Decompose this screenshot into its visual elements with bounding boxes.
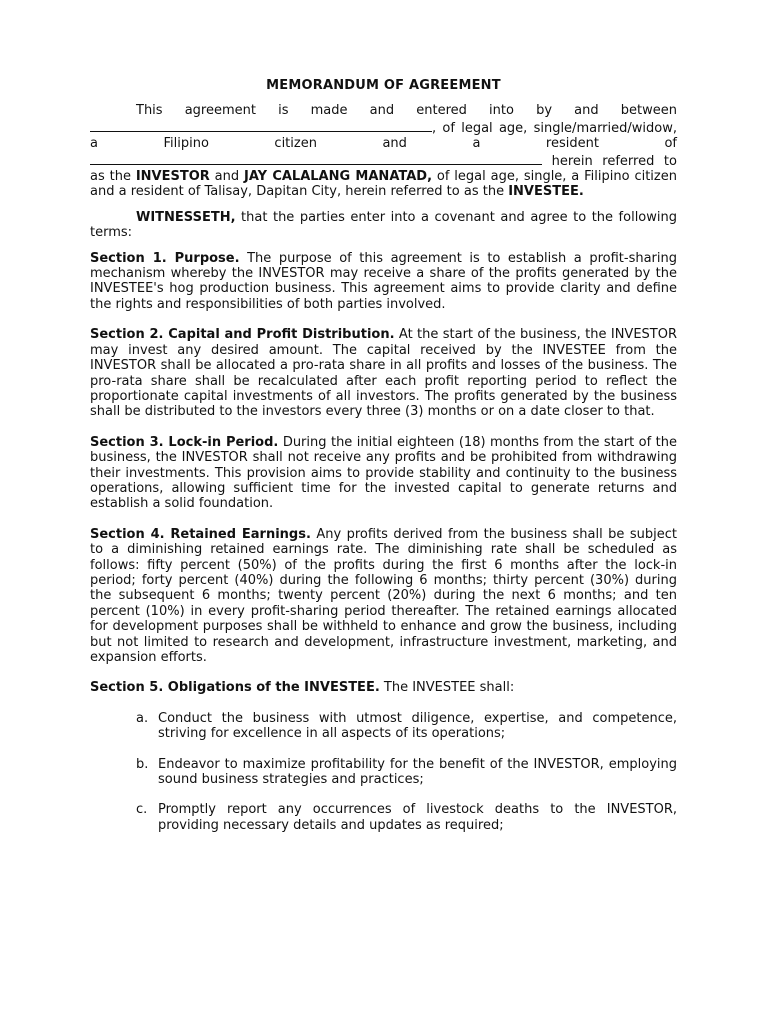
list-item [136, 802, 677, 833]
section-text: At the start of the business, the INVESTOR may invest any desired amount. The capital received by the INVESTEE from the INVESTOR shall be allocated a pro-rata share in all profits and losses of the business. The pro-rata share shall be recalculated after each profit reporting period to reflect the proportionate capital investments of all investors. The profits generated by the business shall be distributed to the investors every three (3) months or on a date closer to that. [90, 327, 677, 420]
section-text: The purpose of this agreement is to establish a profit-sharing mechanism whereby the INVESTOR may receive a share of the profits generated by the INVESTEE's hog production business. This agreement aims to provide clarity and define the rights and responsibilities of both parties involved. [90, 250, 677, 312]
intro-text-3: herein referred to as the [90, 153, 677, 185]
section-text: Any profits derived from the business shall be subject to a diminishing retained earnings rate. The diminishing rate shall be scheduled as follows: fifty percent (50%) of the profits during the first 6 months after the lock-in period; forty percent (40%) during the following 6 months; thirty percent (30%) during the subsequent 6 months; twenty percent (20%) during the next 6 months; and ten percent (10%) in every profit-sharing period thereafter. The retained earnings allocated for development purposes shall be withheld to enhance and grow the business, including but not limited to research and development, infrastructure investment, marketing, and expansion efforts. [90, 526, 677, 665]
section-2 [90, 327, 677, 419]
section-5 [90, 680, 677, 695]
witnesseth-paragraph [90, 210, 677, 241]
document-title: MEMORANDUM OF AGREEMENT [266, 78, 501, 93]
section-heading: Section 4. Retained Earnings. [90, 526, 311, 542]
section-3 [90, 435, 677, 512]
section-heading: Section 1. Purpose. [90, 250, 240, 266]
investee-name: JAY CALALANG MANATAD, [244, 169, 433, 185]
section-heading: Section 3. Lock-in Period. [90, 434, 279, 450]
investor-name-blank [90, 119, 432, 132]
list-marker: a. [136, 710, 149, 726]
intro-text-5: of legal age, single, a Filipino citizen and a resident of Talisay, Dapitan City, herein referred to as the [90, 169, 677, 200]
list-item-text: Conduct the business with utmost diligence, expertise, and competence, striving for excellence in all aspects of its operations; [158, 710, 677, 742]
intro-paragraph [90, 103, 677, 199]
section-text: During the initial eighteen (18) months from the start of the business, the INVESTOR shall not receive any profits and be prohibited from withdrawing their investments. This provision aims to provide stability and continuity to the business operations, allowing sufficient time for the invested capital to generate returns and establish a solid foundation. [90, 434, 677, 512]
investee-label: INVESTEE. [508, 184, 584, 200]
section-4 [90, 527, 677, 666]
list-marker: c. [136, 802, 148, 818]
witnesseth-text: that the parties enter into a covenant and agree to the following terms: [90, 209, 678, 241]
investor-label: INVESTOR [135, 169, 210, 185]
obligations-list [90, 711, 677, 833]
investor-address-blank [90, 152, 542, 165]
section-heading: Section 5. Obligations of the INVESTEE. [90, 680, 380, 696]
list-item-text: Endeavor to maximize profitability for the benefit of the INVESTOR, employing sound business strategies and practices; [158, 756, 677, 788]
intro-text-2: , of legal age, single/married/widow, a Filipino citizen and a resident of [90, 120, 677, 152]
list-marker: b. [136, 756, 149, 772]
list-item-text: Promptly report any occurrences of livestock deaths to the INVESTOR, providing necessary details and updates as required; [158, 802, 677, 833]
section-heading: Section 2. Capital and Profit Distribution. [90, 327, 395, 343]
witnesseth-heading: WITNESSETH, [136, 209, 236, 225]
intro-text-1: This agreement is made and entered into by and between [136, 103, 677, 119]
list-item [136, 757, 677, 788]
document-body [90, 78, 677, 848]
list-item [136, 711, 677, 742]
section-1 [90, 251, 677, 313]
section-text: The INVESTEE shall: [383, 680, 515, 696]
intro-text-4: and [214, 169, 240, 185]
